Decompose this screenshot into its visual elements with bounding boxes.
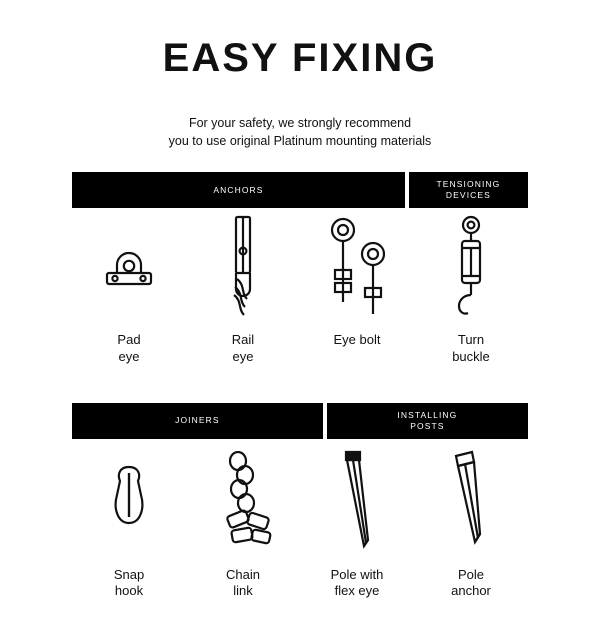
caption-line-1: Rail: [231, 332, 255, 348]
item-snap-hook: [72, 445, 186, 600]
item-pad-eye: [72, 214, 186, 365]
section-header-row-2: [72, 403, 528, 439]
caption-line-1: Eye bolt: [333, 332, 381, 348]
caption-line-2: flex eye: [334, 583, 380, 599]
subtitle: [0, 114, 600, 150]
caption-line-1: Snap: [113, 566, 145, 582]
eye-bolt-art: [319, 214, 395, 322]
item-rail-eye-caption: [232, 332, 254, 365]
item-pole-with-flex-eye-caption: [331, 567, 384, 600]
snap-hook-icon: [109, 461, 149, 541]
section-joiners: [0, 403, 600, 600]
caption-line-1: Pole: [457, 566, 485, 582]
page-title: EASY FIXING: [162, 36, 438, 80]
caption-line-2: buckle: [452, 348, 490, 364]
caption-line-2: link: [233, 583, 253, 599]
rail-eye-icon: [223, 215, 263, 321]
header-installing-posts: [323, 403, 528, 439]
header-joiners: JOINERS: [72, 403, 323, 439]
item-turn-buckle-caption: [452, 332, 490, 365]
item-pole-anchor: [414, 445, 528, 600]
section-anchors-items: [72, 214, 528, 365]
header-anchors: ANCHORS: [72, 172, 405, 208]
eye-bolt-icon: [319, 214, 395, 322]
item-rail-eye: [186, 214, 300, 365]
pad-eye-icon: [98, 243, 160, 293]
item-pole-with-flex-eye: [300, 445, 414, 600]
caption-line-1: Pad: [117, 332, 141, 348]
item-chain-link: [186, 445, 300, 600]
chain-link-icon: [208, 451, 278, 551]
pole-with-flex-eye-icon: [334, 448, 380, 554]
subtitle-line-1: For your safety, we strongly recommend: [188, 116, 412, 130]
chain-link-art: [208, 445, 278, 557]
header-tensioning-line-2: DEVICES: [445, 190, 491, 201]
header-tensioning-line-1: TENSIONING: [436, 179, 501, 190]
caption-line-2: eye: [118, 348, 140, 364]
caption-line-1: Turn: [457, 332, 485, 348]
header-tensioning-devices: [405, 172, 528, 208]
item-pole-anchor-caption: [451, 567, 491, 600]
easy-fixing-infographic: [0, 38, 600, 638]
caption-line-1: Pole with: [330, 566, 384, 582]
caption-line-2: hook: [114, 583, 144, 599]
item-eye-bolt: [300, 214, 414, 365]
header-posts-line-2: POSTS: [410, 420, 445, 431]
section-header-row: [72, 172, 528, 208]
caption-line-2: anchor: [451, 583, 491, 599]
caption-line-2: eye: [232, 348, 254, 364]
pole-with-flex-eye-art: [334, 445, 380, 557]
turn-buckle-art: [451, 214, 491, 322]
rail-eye-art: [223, 214, 263, 322]
item-pad-eye-caption: [117, 332, 140, 365]
turn-buckle-icon: [451, 215, 491, 321]
item-snap-hook-caption: [114, 567, 144, 600]
pole-anchor-icon: [448, 448, 494, 554]
subtitle-line-2: you to use original Platinum mounting materials: [168, 134, 432, 149]
snap-hook-art: [109, 445, 149, 557]
pad-eye-art: [98, 214, 160, 322]
pole-anchor-art: [448, 445, 494, 557]
section-anchors: [0, 172, 600, 365]
item-turn-buckle: [414, 214, 528, 365]
header-posts-line-1: INSTALLING: [397, 409, 458, 420]
item-chain-link-caption: [226, 567, 260, 600]
section-joiners-items: [72, 445, 528, 600]
caption-line-1: Chain: [226, 566, 260, 582]
item-eye-bolt-caption: [334, 332, 381, 348]
